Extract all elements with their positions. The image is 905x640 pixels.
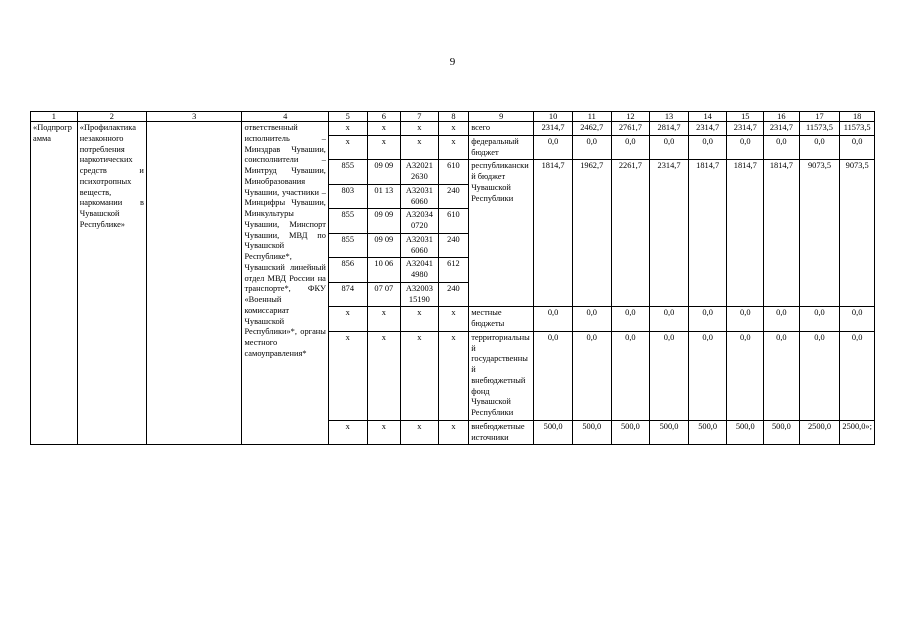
code-cell: А32034 0720 [401,209,439,234]
code-cell: 610 [438,209,469,234]
code-cell: x [367,122,401,136]
header-cell: 5 [328,112,367,122]
code-cell: 09 09 [367,209,401,234]
code-cell: 856 [328,258,367,283]
value-cell: 500,0 [611,420,650,445]
source-cell: внебюджетные источники [469,420,534,445]
code-cell: А32031 6060 [401,233,439,258]
code-cell: x [367,307,401,332]
code-cell: x [438,420,469,445]
header-cell: 12 [611,112,650,122]
value-cell: 0,0 [534,307,573,332]
code-cell: x [438,122,469,136]
value-cell: 0,0 [840,331,875,420]
header-cell: 4 [242,112,328,122]
value-cell: 0,0 [572,307,611,332]
value-cell: 500,0 [650,420,689,445]
header-cell: 15 [727,112,764,122]
value-cell: 2314,7 [650,160,689,307]
value-cell: 0,0 [799,135,840,160]
code-cell: 803 [328,184,367,209]
code-cell: x [438,331,469,420]
value-cell: 0,0 [688,135,727,160]
value-cell: 0,0 [727,135,764,160]
value-cell: 1814,7 [727,160,764,307]
code-cell: x [401,135,439,160]
status-cell: «Подпрограмма [31,122,78,445]
value-cell: 500,0 [572,420,611,445]
code-cell: x [328,420,367,445]
value-cell: 500,0 [764,420,800,445]
value-cell: 0,0 [688,331,727,420]
code-cell: x [328,122,367,136]
code-cell: x [328,135,367,160]
header-cell: 3 [146,112,242,122]
header-cell: 17 [799,112,840,122]
code-cell: x [367,135,401,160]
header-cell: 18 [840,112,875,122]
code-cell: 10 06 [367,258,401,283]
value-cell: 1962,7 [572,160,611,307]
code-cell: x [328,331,367,420]
code-cell: 240 [438,282,469,307]
value-cell: 9073,5 [840,160,875,307]
value-cell: 0,0 [611,331,650,420]
code-cell: 240 [438,233,469,258]
source-cell: местные бюджеты [469,307,534,332]
header-cell: 11 [572,112,611,122]
value-cell: 500,0 [688,420,727,445]
value-cell: 2314,7 [534,122,573,136]
value-cell: 0,0 [688,307,727,332]
value-cell: 500,0 [534,420,573,445]
header-cell: 6 [367,112,401,122]
value-cell: 2761,7 [611,122,650,136]
value-cell: 500,0 [727,420,764,445]
value-cell: 0,0 [572,331,611,420]
code-cell: x [401,307,439,332]
header-cell: 13 [650,112,689,122]
value-cell: 1814,7 [764,160,800,307]
code-cell: 610 [438,160,469,185]
code-cell: А32041 4980 [401,258,439,283]
header-cell: 1 [31,112,78,122]
code-cell: 07 07 [367,282,401,307]
source-cell: территориальный государственный внебюджетный фонд Чувашской Республики [469,331,534,420]
code-cell: x [367,420,401,445]
header-cell: 10 [534,112,573,122]
value-cell: 0,0 [727,331,764,420]
value-cell: 0,0 [840,135,875,160]
value-cell: 11573,5 [840,122,875,136]
value-cell: 9073,5 [799,160,840,307]
value-cell: 0,0 [611,135,650,160]
value-cell: 1814,7 [534,160,573,307]
executors-cell: ответственный исполнитель – Минздрав Чувашии, соисполнители – Минтруд Чувашии, Минобразования Чувашии, участники – Минцифры Чувашии, Минкультуры Чувашии, Минспорт Чувашии, МВД по Чувашской Республике*, Чувашский линейный отдел МВД России на транспорте*, ФКУ «Военный комиссариат Чувашской Республики»*, органы местного самоуправления* [242,122,328,445]
value-cell: 2314,7 [688,122,727,136]
code-cell: 240 [438,184,469,209]
value-cell: 0,0 [650,135,689,160]
code-cell: x [438,135,469,160]
code-cell: А32021 2630 [401,160,439,185]
value-cell: 2500,0»; [840,420,875,445]
value-cell: 0,0 [572,135,611,160]
value-cell: 2314,7 [727,122,764,136]
header-cell: 14 [688,112,727,122]
code-cell: 855 [328,160,367,185]
header-cell: 9 [469,112,534,122]
code-cell: 01 13 [367,184,401,209]
value-cell: 2462,7 [572,122,611,136]
value-cell: 1814,7 [688,160,727,307]
code-cell: 855 [328,233,367,258]
code-cell: 09 09 [367,233,401,258]
code-cell: x [401,331,439,420]
value-cell: 0,0 [650,307,689,332]
table-row [31,122,875,136]
source-cell: федеральный бюджет [469,135,534,160]
program-finance-table [30,111,875,445]
page-number: 9 [449,56,456,68]
header-cell: 7 [401,112,439,122]
value-cell: 0,0 [534,331,573,420]
value-cell: 11573,5 [799,122,840,136]
source-cell: республиканский бюджет Чувашской Республики [469,160,534,307]
source-cell: всего [469,122,534,136]
goal-cell [146,122,242,445]
code-cell: x [367,331,401,420]
program-name-cell: «Профилактика незаконного потребления наркотических средств и психотропных веществ, наркомании в Чувашской Республике» [77,122,146,445]
code-cell: 09 09 [367,160,401,185]
value-cell: 0,0 [764,135,800,160]
code-cell: x [328,307,367,332]
value-cell: 0,0 [799,331,840,420]
value-cell: 2814,7 [650,122,689,136]
value-cell: 0,0 [650,331,689,420]
value-cell: 2261,7 [611,160,650,307]
value-cell: 0,0 [799,307,840,332]
value-cell: 0,0 [764,331,800,420]
code-cell: А32003 15190 [401,282,439,307]
value-cell: 2314,7 [764,122,800,136]
value-cell: 0,0 [727,307,764,332]
code-cell: x [401,122,439,136]
code-cell: x [401,420,439,445]
column-number-row [31,112,875,122]
code-cell: А32031 6060 [401,184,439,209]
code-cell: x [438,307,469,332]
value-cell: 2500,0 [799,420,840,445]
value-cell: 0,0 [840,307,875,332]
header-cell: 2 [77,112,146,122]
code-cell: 612 [438,258,469,283]
value-cell: 0,0 [534,135,573,160]
header-cell: 8 [438,112,469,122]
value-cell: 0,0 [764,307,800,332]
value-cell: 0,0 [611,307,650,332]
code-cell: 874 [328,282,367,307]
code-cell: 855 [328,209,367,234]
header-cell: 16 [764,112,800,122]
